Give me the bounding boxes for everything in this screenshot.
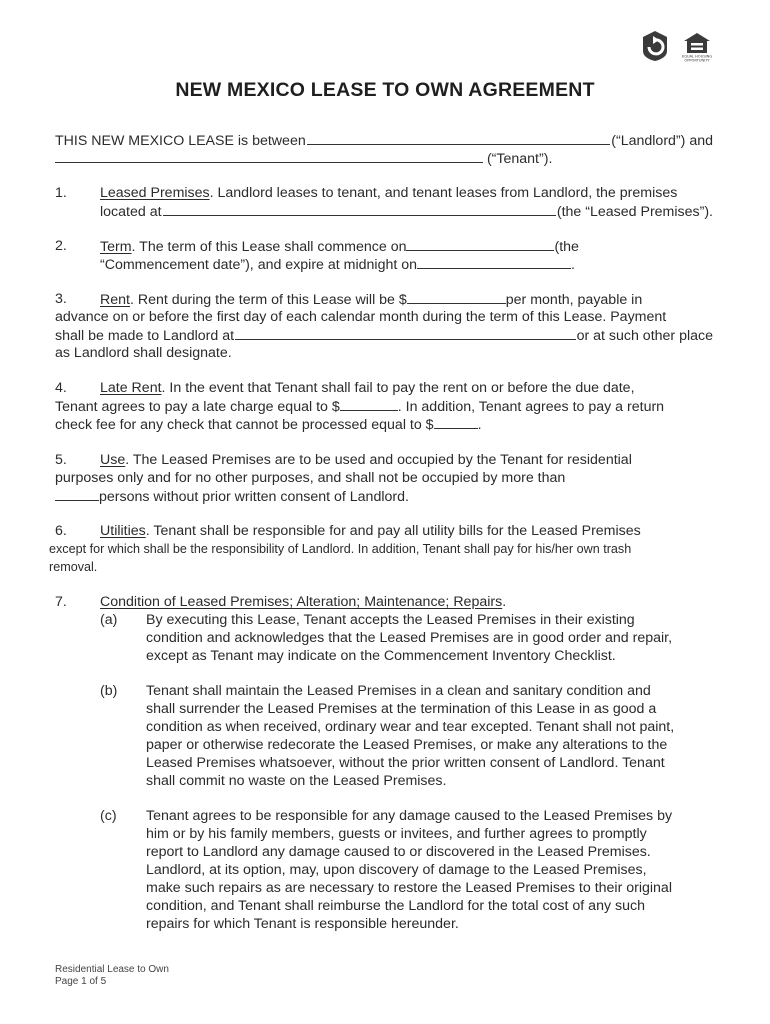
s7-a-line-3: except as Tenant may indicate on the Commencement Inventory Checklist. bbox=[146, 648, 616, 664]
intro-text: THIS NEW MEXICO LEASE is between bbox=[55, 133, 306, 149]
tenant-name-field[interactable] bbox=[55, 149, 483, 163]
s4-line-2-text: Tenant agrees to pay a late charge equal to $ bbox=[55, 399, 340, 415]
s5-line-3-text: persons without prior written consent of Landlord. bbox=[99, 489, 409, 505]
s6-line-2: except for which shall be the responsibility of Landlord. In addition, Tenant shall pay for his/her own trash bbox=[49, 542, 632, 556]
s7-c-line-7: repairs for which Tenant is responsible hereunder. bbox=[146, 916, 459, 932]
landlord-name-field[interactable] bbox=[307, 131, 611, 145]
s7-a-line-1: By executing this Lease, Tenant accepts the Leased Premises in their existing bbox=[146, 612, 635, 628]
s7-a-label: (a) bbox=[100, 612, 118, 628]
s1-premises-label: (the “Leased Premises”). bbox=[556, 204, 713, 220]
s4-heading: Late Rent bbox=[100, 380, 162, 396]
s2-text: . The term of this Lease shall commence on bbox=[131, 239, 407, 255]
s6-heading: Utilities bbox=[100, 523, 146, 539]
s3-num: 3. bbox=[55, 291, 67, 307]
s4-line-2-end: . In addition, Tenant agrees to pay a return bbox=[397, 399, 665, 415]
s4-num: 4. bbox=[55, 380, 67, 396]
s3-line-4: as Landlord shall designate. bbox=[55, 345, 232, 361]
s2-the: (the bbox=[554, 239, 579, 255]
premises-address-field[interactable] bbox=[163, 202, 556, 216]
tenant-label: (“Tenant”). bbox=[486, 151, 553, 167]
s7-c-line-5: make such repairs as are necessary to restore the Leased Premises to their original bbox=[146, 880, 672, 896]
footer-doc-name: Residential Lease to Own bbox=[55, 964, 169, 975]
s1-line-1 bbox=[100, 184, 677, 202]
s5-heading: Use bbox=[100, 452, 126, 468]
s7-b-line-4: paper or otherwise redecorate the Leased Premises, or make any alterations to the bbox=[146, 737, 668, 753]
s7-c-line-1: Tenant agrees to be responsible for any damage caused to the Leased Premises by bbox=[146, 808, 673, 824]
s7-b-line-5: Leased Premises whatsoever, without the prior written consent of Landlord. Tenant bbox=[146, 755, 665, 771]
s3-line-2: advance on or before the first day of each calendar month during the term of this Lease. Payment bbox=[55, 309, 667, 325]
s7-c-line-4: Landlord, at its option, may, upon discovery of damage to the Leased Premises, bbox=[146, 862, 647, 878]
s7-heading: Condition of Leased Premises; Alteration; Maintenance; Repairs bbox=[100, 594, 503, 610]
s7-c-line-6: condition, and Tenant shall reimburse the Landlord for the total cost of any such bbox=[146, 898, 645, 914]
s6-line-1 bbox=[100, 522, 641, 540]
intro-line-1 bbox=[55, 131, 713, 150]
s7-b-line-3: condition as when received, ordinary wear and tear excepted. Tenant shall not paint, bbox=[146, 719, 675, 735]
s2-line-2 bbox=[100, 255, 575, 274]
s6-text: . Tenant shall be responsible for and pay all utility bills for the Leased Premises bbox=[145, 523, 641, 539]
s7-line-1 bbox=[100, 593, 506, 611]
payment-address-field[interactable] bbox=[235, 326, 576, 340]
s1-line-2 bbox=[100, 202, 713, 221]
housing-text-1: EQUAL HOUSING bbox=[682, 54, 712, 59]
s1-num: 1. bbox=[55, 185, 67, 201]
rent-amount-field[interactable] bbox=[407, 290, 506, 304]
s2-line-1 bbox=[100, 237, 579, 256]
s2-heading: Term bbox=[100, 239, 132, 255]
s1-text: . Landlord leases to tenant, and tenant leases from Landlord, the premises bbox=[209, 185, 678, 201]
footer-page-number: Page 1 of 5 bbox=[55, 976, 107, 987]
s7-period: . bbox=[502, 594, 507, 610]
s3-line-3-text: shall be made to Landlord at bbox=[55, 328, 235, 344]
intro-line-2 bbox=[55, 149, 552, 168]
commencement-date-field[interactable] bbox=[406, 237, 554, 251]
s7-c-line-3: report to Landlord any damage caused to or discovered in the Leased Premises. bbox=[146, 844, 651, 860]
s3-line-1 bbox=[100, 290, 642, 309]
s7-num: 7. bbox=[55, 594, 67, 610]
s7-b-label: (b) bbox=[100, 683, 118, 699]
s5-line-1 bbox=[100, 451, 632, 469]
s5-num: 5. bbox=[55, 452, 67, 468]
s5-text: . The Leased Premises are to be used and occupied by the Tenant for residential bbox=[125, 452, 632, 468]
refresh-badge-icon bbox=[640, 29, 670, 62]
s2-period: . bbox=[571, 257, 575, 273]
s7-b-line-6: shall commit no waste on the Leased Premises. bbox=[146, 773, 447, 789]
s7-b-line-1: Tenant shall maintain the Leased Premises in a clean and sanitary condition and bbox=[146, 683, 651, 699]
s3-heading: Rent bbox=[100, 292, 130, 308]
s1-located-label: located at bbox=[100, 204, 162, 220]
s6-line-3: removal. bbox=[49, 560, 98, 574]
s3-line-3-end: or at such other place bbox=[576, 328, 713, 344]
s7-a-line-2: condition and acknowledges that the Leased Premises are in good order and repair, bbox=[146, 630, 673, 646]
s6-num: 6. bbox=[55, 523, 67, 539]
s4-line-3-end: . bbox=[477, 417, 482, 433]
s2-num: 2. bbox=[55, 238, 67, 254]
s7-c-label: (c) bbox=[100, 808, 117, 824]
document-title: NEW MEXICO LEASE TO OWN AGREEMENT bbox=[175, 79, 595, 101]
s4-line-2 bbox=[55, 397, 664, 416]
s7-b-line-2: shall surrender the Leased Premises at the termination of this Lease in as good a bbox=[146, 701, 657, 717]
s2-line-2-text: “Commencement date”), and expire at midnight on bbox=[100, 257, 418, 273]
return-check-fee-field[interactable] bbox=[434, 415, 478, 429]
housing-text-2: OPPORTUNITY bbox=[684, 58, 710, 63]
occupant-count-field[interactable] bbox=[55, 487, 99, 501]
equal-housing-icon bbox=[682, 31, 712, 63]
s1-heading: Leased Premises bbox=[100, 185, 210, 201]
s4-line-1 bbox=[100, 379, 635, 397]
s3-per-month: per month, payable in bbox=[505, 292, 643, 308]
s5-line-2: purposes only and for no other purposes, and shall not be occupied by more than bbox=[55, 470, 566, 486]
s4-line-3-text: check fee for any check that cannot be processed equal to $ bbox=[55, 417, 434, 433]
s4-text: . In the event that Tenant shall fail to pay the rent on or before the due date, bbox=[161, 380, 635, 396]
s3-text: . Rent during the term of this Lease will be $ bbox=[129, 292, 407, 308]
expiration-date-field[interactable] bbox=[417, 255, 571, 269]
late-charge-field[interactable] bbox=[340, 397, 398, 411]
s5-line-3 bbox=[55, 487, 409, 506]
s4-line-3 bbox=[55, 415, 482, 434]
s7-c-line-2: him or by his family members, guests or invitees, and further agrees to promptly bbox=[146, 826, 647, 842]
s3-line-3 bbox=[55, 326, 713, 345]
landlord-label: (“Landlord”) and bbox=[611, 133, 713, 149]
